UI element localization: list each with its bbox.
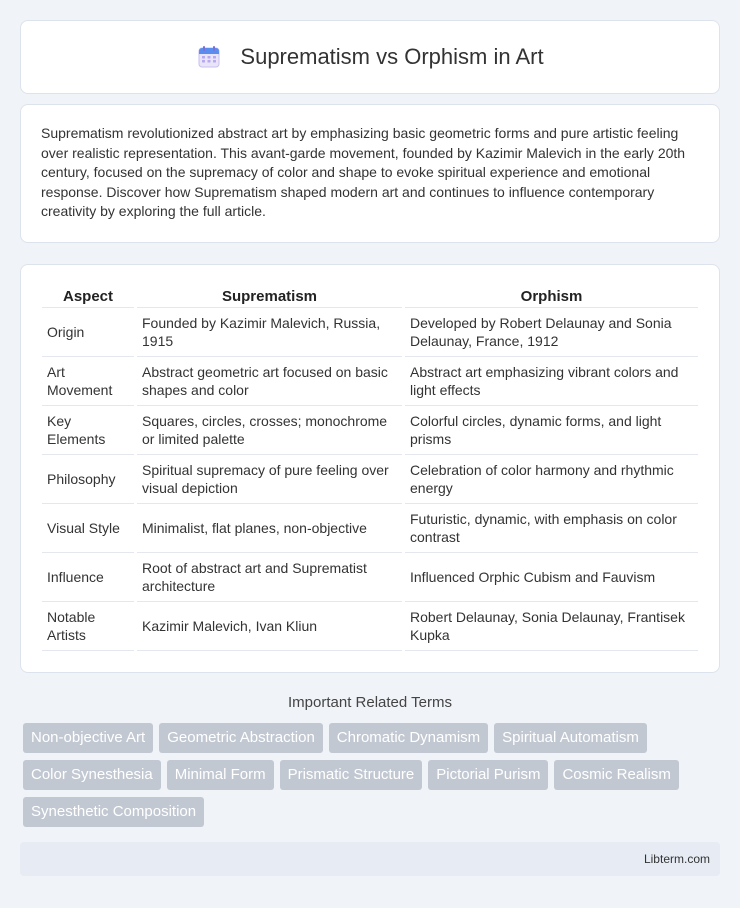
footer-site-link[interactable]: Libterm.com (643, 851, 710, 866)
header-aspect: Aspect (42, 285, 134, 308)
aspect-cell: Key Elements (42, 406, 134, 455)
aspect-cell: Notable Artists (42, 602, 134, 651)
related-term-tag[interactable]: Synesthetic Composition (23, 797, 204, 827)
header-suprematism: Suprematism (137, 285, 402, 308)
aspect-cell: Origin (42, 308, 134, 357)
comparison-table (39, 285, 701, 651)
title-card (20, 20, 720, 94)
intro-text: Suprematism revolutionized abstract art by emphasizing basic geometric forms and pure artistic feeling over realistic representation. This avant-garde movement, founded by Kazimir Malevich in the early 20th century, focused on the supremacy of color and shape to evoke spiritual experience and emotional response. Discover how Suprematism shaped modern art and continues to influence contemporary creativity by exploring the full article. (41, 125, 686, 219)
table-row (42, 553, 698, 602)
orphism-cell: Celebration of color harmony and rhythmic energy (405, 455, 698, 504)
suprematism-cell: Abstract geometric art focused on basic shapes and color (137, 357, 402, 406)
aspect-cell: Visual Style (42, 504, 134, 553)
page-title: Suprematism vs Orphism in Art (240, 44, 544, 69)
table-row (42, 308, 698, 357)
aspect-cell: Philosophy (42, 455, 134, 504)
suprematism-cell: Minimalist, flat planes, non-objective (137, 504, 402, 553)
related-term-tag[interactable]: Geometric Abstraction (159, 723, 323, 753)
aspect-cell: Art Movement (42, 357, 134, 406)
table-row (42, 602, 698, 651)
related-term-tag[interactable]: Minimal Form (167, 760, 274, 790)
table-row (42, 455, 698, 504)
table-row (42, 406, 698, 455)
table-row (42, 357, 698, 406)
aspect-cell: Influence (42, 553, 134, 602)
orphism-cell: Futuristic, dynamic, with emphasis on color contrast (405, 504, 698, 553)
related-term-tag[interactable]: Prismatic Structure (280, 760, 423, 790)
related-terms-list (23, 723, 720, 827)
orphism-cell: Developed by Robert Delaunay and Sonia Delaunay, France, 1912 (405, 308, 698, 357)
header-orphism: Orphism (405, 285, 698, 308)
table-row (42, 504, 698, 553)
footer (20, 842, 720, 876)
suprematism-cell: Founded by Kazimir Malevich, Russia, 1915 (137, 308, 402, 357)
suprematism-cell: Spiritual supremacy of pure feeling over visual depiction (137, 455, 402, 504)
table-header-row (42, 285, 698, 308)
related-term-tag[interactable]: Color Synesthesia (23, 760, 161, 790)
orphism-cell: Abstract art emphasizing vibrant colors and light effects (405, 357, 698, 406)
calendar-icon (196, 44, 222, 70)
orphism-cell: Robert Delaunay, Sonia Delaunay, Frantisek Kupka (405, 602, 698, 651)
related-terms-section (20, 694, 720, 827)
related-term-tag[interactable]: Spiritual Automatism (494, 723, 647, 753)
suprematism-cell: Root of abstract art and Suprematist architecture (137, 553, 402, 602)
related-term-tag[interactable]: Chromatic Dynamism (329, 723, 488, 753)
related-terms-title: Important Related Terms (288, 693, 452, 711)
suprematism-cell: Squares, circles, crosses; monochrome or limited palette (137, 406, 402, 455)
suprematism-cell: Kazimir Malevich, Ivan Kliun (137, 602, 402, 651)
related-term-tag[interactable]: Non-objective Art (23, 723, 153, 753)
orphism-cell: Influenced Orphic Cubism and Fauvism (405, 553, 698, 602)
comparison-table-card (20, 264, 720, 673)
orphism-cell: Colorful circles, dynamic forms, and light prisms (405, 406, 698, 455)
intro-card (20, 104, 720, 243)
related-term-tag[interactable]: Cosmic Realism (554, 760, 678, 790)
related-term-tag[interactable]: Pictorial Purism (428, 760, 548, 790)
